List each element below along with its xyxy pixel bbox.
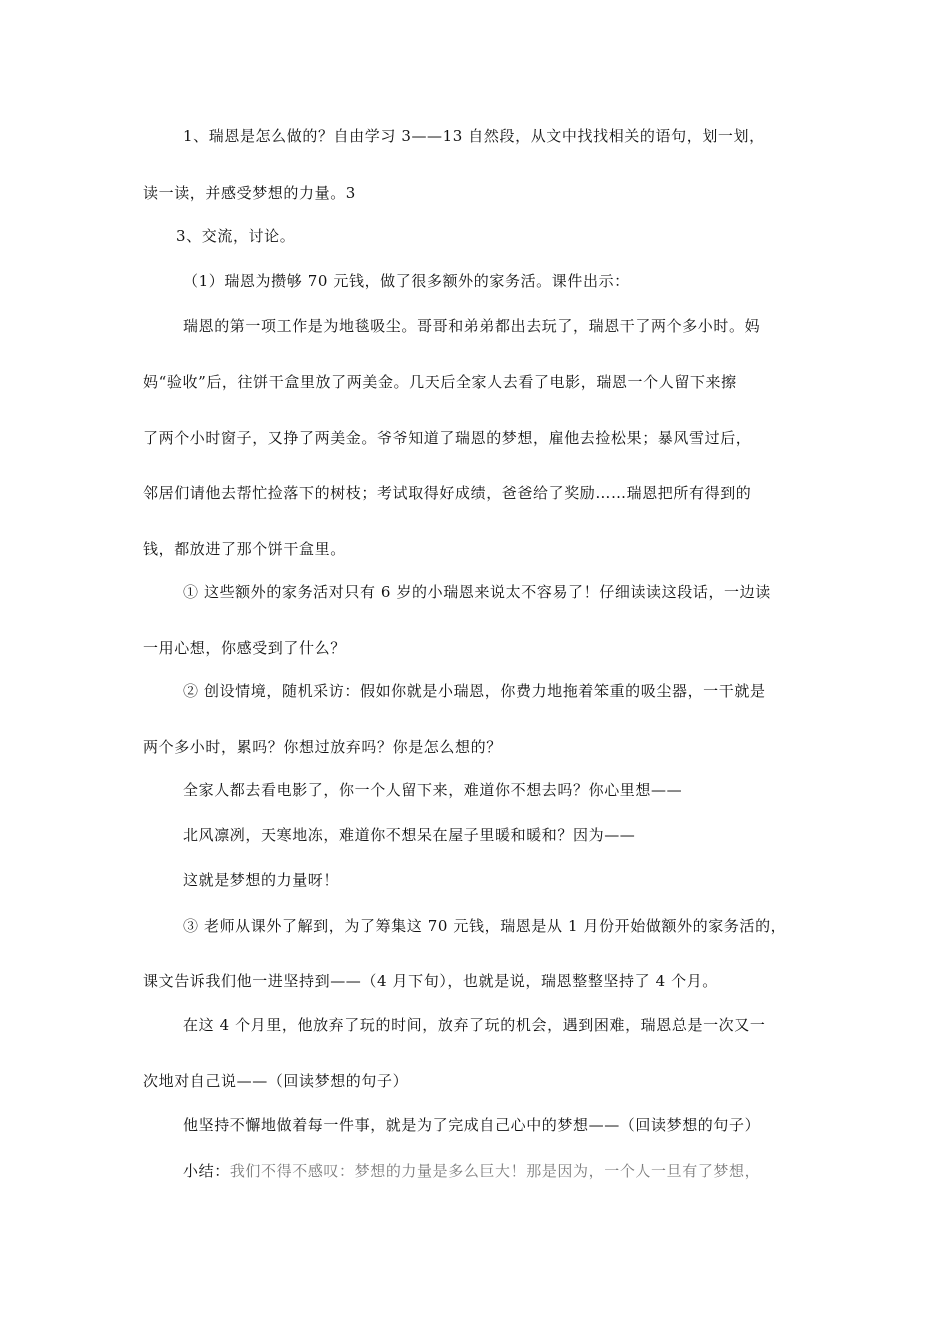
- text-line: 读一读，并感受梦想的力量。3: [143, 184, 356, 202]
- text-line: 3、交流，讨论。: [176, 227, 296, 245]
- text-line: 妈“验收”后，往饼干盒里放了两美金。几天后全家人去看了电影，瑞恩一个人留下来擦: [143, 373, 737, 391]
- summary-line: [183, 1161, 760, 1181]
- text-line: 这就是梦想的力量呀！: [183, 871, 340, 889]
- summary-text: 我们不得不感叹：梦想的力量是多么巨大！那是因为，一个人一旦有了梦想，: [229, 1162, 761, 1180]
- text-line: 全家人都去看电影了，你一个人留下来，难道你不想去吗？你心里想——: [183, 781, 683, 799]
- text-line: 他坚持不懈地做着每一件事，就是为了完成自己心中的梦想——（回读梦想的句子）: [183, 1116, 761, 1134]
- text-line: 了两个小时窗子，又挣了两美金。爷爷知道了瑞恩的梦想，雇他去捡松果；暴风雪过后，: [143, 429, 752, 447]
- text-line: ① 这些额外的家务活对只有 6 岁的小瑞恩来说太不容易了！仔细读读这段话，一边读: [183, 583, 771, 601]
- text-line: 两个多小时，累吗？你想过放弃吗？你是怎么想的？: [143, 738, 502, 756]
- text-line: ② 创设情境，随机采访：假如你就是小瑞恩，你费力地拖着笨重的吸尘器，一干就是: [183, 682, 766, 700]
- text-line: 在这 4 个月里，他放弃了玩的时间，放弃了玩的机会，遇到困难，瑞恩总是一次又一: [183, 1016, 766, 1034]
- text-line: 钱，都放进了那个饼干盒里。: [143, 540, 346, 558]
- summary-label: 小结：: [183, 1162, 230, 1180]
- text-line: 邻居们请他去帮忙捡落下的树枝；考试取得好成绩，爸爸给了奖励……瑞恩把所有得到的: [143, 484, 752, 502]
- text-line: ③ 老师从课外了解到，为了筹集这 70 元钱，瑞恩是从 1 月份开始做额外的家务活的，: [183, 917, 787, 935]
- text-line: 瑞恩的第一项工作是为地毯吸尘。哥哥和弟弟都出去玩了，瑞恩干了两个多小时。妈: [183, 317, 761, 335]
- text-line: 一用心想，你感受到了什么？: [143, 639, 346, 657]
- text-line: 1、瑞恩是怎么做的？自由学习 3——13 自然段，从文中找找相关的语句，划一划，: [183, 127, 765, 145]
- text-line: 次地对自己说——（回读梦想的句子）: [143, 1072, 409, 1090]
- text-line: 北风凛冽，天寒地冻，难道你不想呆在屋子里暖和暖和？因为——: [183, 826, 636, 844]
- text-line: （1）瑞恩为攒够 70 元钱，做了很多额外的家务活。课件出示：: [183, 272, 630, 290]
- text-line: 课文告诉我们他一进坚持到——（4 月下旬），也就是说，瑞恩整整坚持了 4 个月。: [143, 972, 718, 990]
